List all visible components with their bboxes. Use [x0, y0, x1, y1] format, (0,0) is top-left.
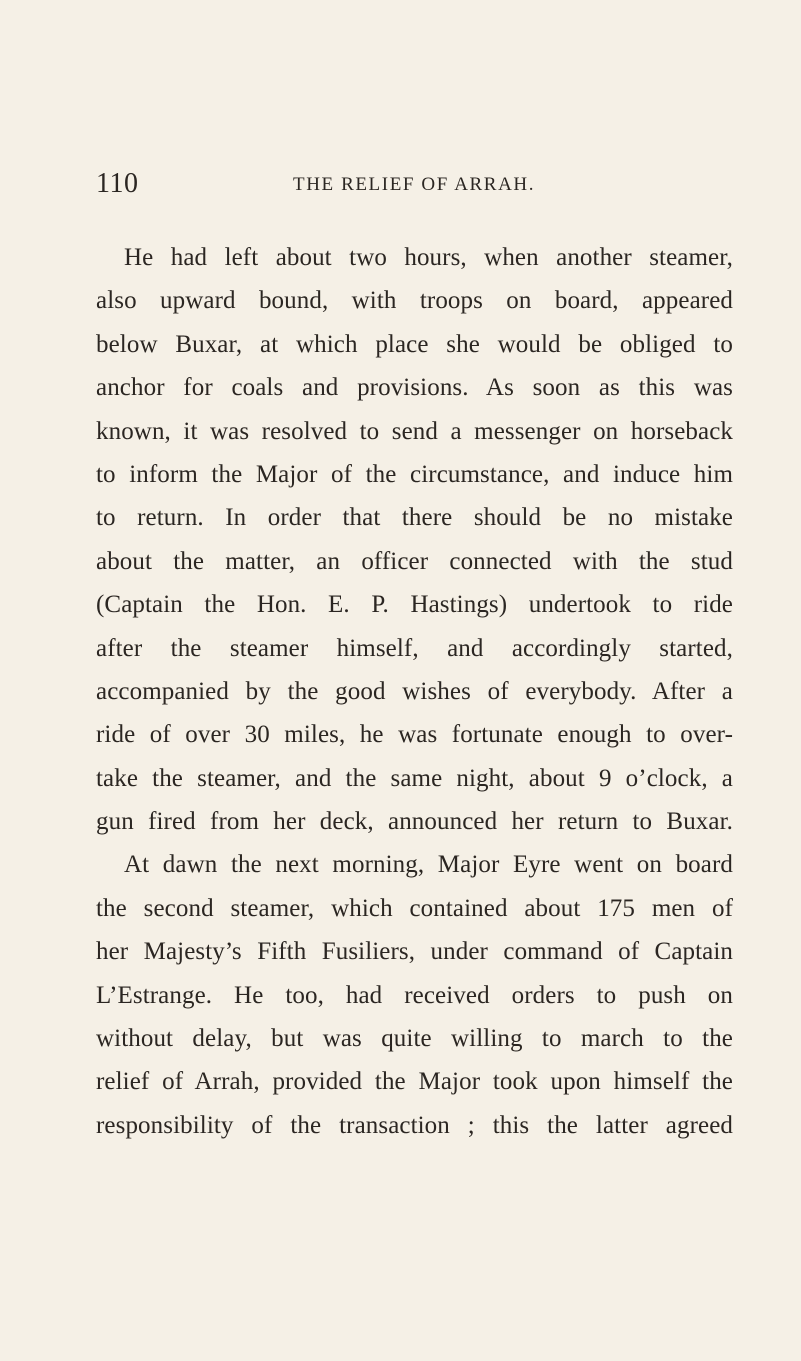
page-number: 110: [96, 168, 139, 199]
text-line: without delay, but was quite willing to march to the: [96, 1025, 733, 1053]
text-line: ride of over 30 miles, he was fortunate enough to over-: [96, 721, 733, 749]
text-line: He had left about two hours, when another steamer,: [124, 244, 733, 271]
text-line: At dawn the next morning, Major Eyre went on board: [124, 851, 733, 879]
text-line: gun fired from her deck, announced her return to Buxar.: [96, 808, 733, 836]
text-line: relief of Arrah, provided the Major took upon himself the: [96, 1068, 733, 1096]
text-line: below Buxar, at which place she would be obliged to: [96, 330, 733, 358]
text-line: L’Estrange. He too, had received orders to push on: [96, 981, 733, 1009]
text-line: her Majesty’s Fifth Fusiliers, under command of Captain: [96, 938, 733, 966]
text-line: accompanied by the good wishes of everybody. After a: [96, 677, 733, 705]
text-line: responsibility of the transaction ; this the latter agreed: [96, 1111, 733, 1139]
running-title: THE RELIEF OF ARRAH.: [293, 174, 536, 195]
text-line: to inform the Major of the circumstance, and induce him: [96, 460, 733, 488]
text-line: to return. In order that there should be no mistake: [96, 504, 733, 532]
running-head: [96, 166, 736, 202]
text-line: about the matter, an officer connected with the stud: [96, 547, 733, 575]
text-line: the second steamer, which contained about 175 men of: [96, 894, 733, 922]
text-line: (Captain the Hon. E. P. Hastings) undertook to ride: [96, 591, 733, 619]
text-line: known, it was resolved to send a messenger on horseback: [96, 417, 733, 445]
body-text: [96, 236, 733, 1147]
text-line: also upward bound, with troops on board, appeared: [96, 287, 733, 315]
text-line: anchor for coals and provisions. As soon as this was: [96, 374, 733, 402]
text-line: after the steamer himself, and accordingly started,: [96, 634, 733, 662]
text-line: take the steamer, and the same night, about 9 o’clock, a: [96, 764, 733, 792]
